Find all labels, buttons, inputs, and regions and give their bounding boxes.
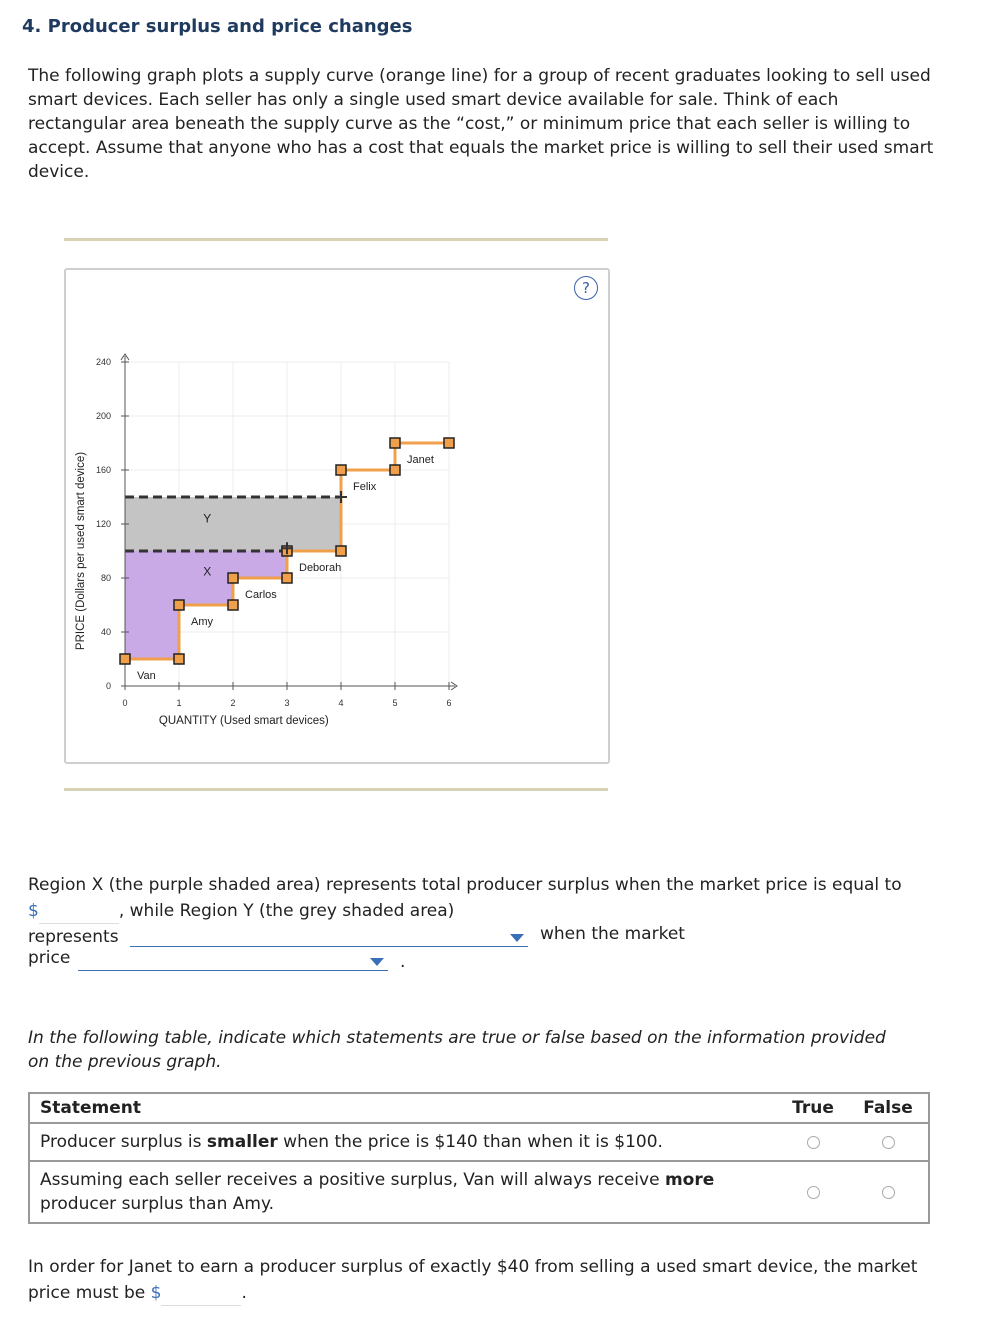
supply-point: [282, 573, 292, 583]
x-tick-label: 0: [122, 698, 128, 708]
header-true: True: [778, 1093, 848, 1123]
header-false: False: [848, 1093, 929, 1123]
question-text-price: price: [28, 948, 71, 968]
region-y: [125, 497, 341, 551]
seller-label: Amy: [191, 616, 213, 628]
x-tick-label: 5: [392, 698, 398, 708]
supply-point: [174, 654, 184, 664]
question-text-market: when the market: [540, 924, 685, 944]
supply-point: [120, 654, 130, 664]
statement-1-true-radio[interactable]: [807, 1136, 820, 1149]
intro-text: The following graph plots a supply curve (orange line) for a group of recent graduates looking to sell used smart devices. Each seller has only a single used smart device available for sale. Think of each rectangular area beneath the supply curve as the “cost,” or minimum price that each seller is willing to accept. Assume that anyone who has a cost that equals the market price is willing to sell their used smart device.: [28, 66, 934, 182]
question-period: .: [400, 952, 406, 972]
table-row: [29, 1161, 929, 1223]
region-y-label: Y: [203, 511, 212, 526]
seller-label: Van: [137, 670, 156, 682]
question-regions: Region X (the purple shaded area) represents total producer surplus when the market price is equal to $ , while Region Y (the grey shaded area) represents: [28, 875, 902, 947]
supply-point: [174, 600, 184, 610]
supply-point: [444, 438, 454, 448]
statement-2-false-radio[interactable]: [882, 1186, 895, 1199]
y-tick-label: 0: [105, 681, 111, 691]
y-tick-label: 240: [95, 357, 111, 367]
y-axis-label: PRICE (Dollars per used smart device): [75, 451, 87, 651]
statement-1-false-radio[interactable]: [882, 1136, 895, 1149]
help-icon[interactable]: ?: [574, 276, 598, 300]
supply-point: [336, 546, 346, 556]
seller-label: Felix: [353, 481, 377, 493]
janet-price-input[interactable]: [161, 1281, 241, 1306]
page-title: 4. Producer surplus and price changes: [22, 16, 413, 37]
x-axis-label: QUANTITY (Used smart devices): [158, 715, 329, 727]
y-tick-label: 160: [95, 465, 111, 475]
janet-question: In order for Janet to earn a producer surplus of exactly $40 from selling a used smart device, the market price must be $ .: [28, 1254, 928, 1306]
seller-label: Deborah: [299, 562, 342, 574]
table-row: [29, 1123, 929, 1161]
header-statement: Statement: [29, 1093, 778, 1123]
chevron-down-icon: [510, 934, 524, 942]
statement-1: Producer surplus is smaller when the price is $140 than when it is $100.: [29, 1123, 778, 1161]
supply-point: [228, 573, 238, 583]
statement-table: [28, 1092, 930, 1224]
x-tick-label: 6: [446, 698, 452, 708]
region-x-price-input[interactable]: [39, 899, 119, 924]
supply-point: [336, 465, 346, 475]
divider-top: [64, 238, 608, 241]
statement-2-true-radio[interactable]: [807, 1186, 820, 1199]
y-tick-label: 40: [100, 627, 111, 637]
supply-point: [228, 600, 238, 610]
region-y-meaning-dropdown[interactable]: [130, 926, 528, 947]
seller-label: Carlos: [245, 589, 277, 601]
table-instructions: In the following table, indicate which statements are true or false based on the information provided on the previous graph.: [28, 1028, 886, 1072]
x-tick-label: 4: [338, 698, 344, 708]
y-tick-label: 80: [100, 573, 111, 583]
region-x-label: X: [203, 564, 212, 579]
statement-2: Assuming each seller receives a positive surplus, Van will always receive more producer surplus than Amy.: [29, 1161, 778, 1223]
x-tick-label: 1: [176, 698, 182, 708]
chevron-down-icon: [370, 958, 384, 966]
supply-point: [390, 465, 400, 475]
y-tick-label: 200: [95, 411, 111, 421]
price-change-dropdown[interactable]: [78, 950, 388, 971]
x-tick-label: 3: [284, 698, 290, 708]
seller-label: Janet: [407, 454, 434, 466]
y-tick-label: 120: [95, 519, 111, 529]
x-tick-label: 2: [230, 698, 236, 708]
divider-bottom: [64, 788, 608, 791]
supply-point: [390, 438, 400, 448]
supply-chart: [64, 268, 608, 762]
